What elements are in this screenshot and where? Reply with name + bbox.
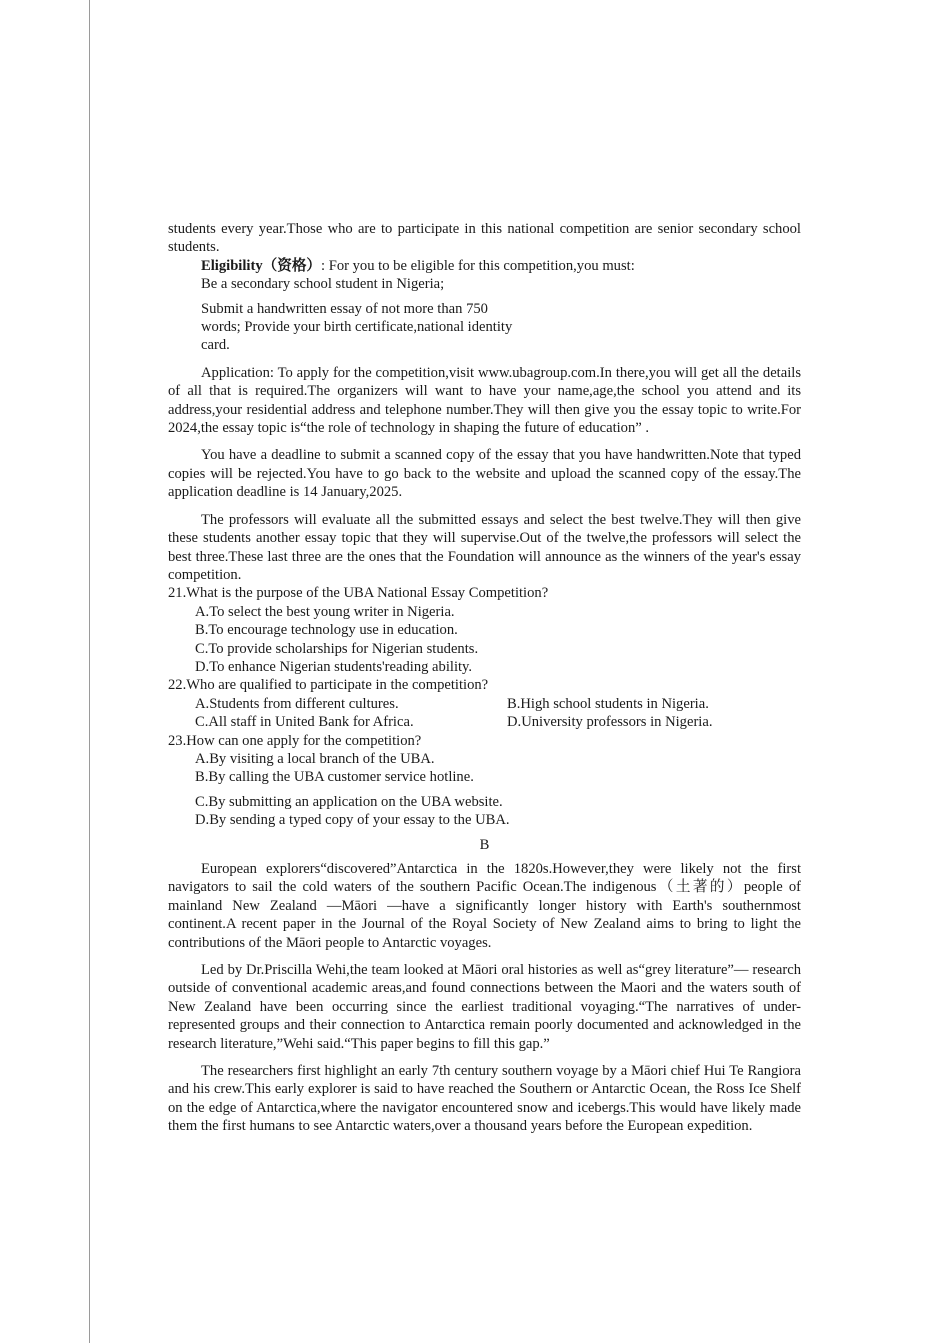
passage-b-paragraph: European explorers“discovered”Antarctica in the 1820s.However,they were likely not the first navigators to sail the cold waters of the southern Pacific Ocean.The indigenous（土著的）people of mainland New Zealand —Māori —have a significantly longer history with Earth's southernmost continent.A recent paper in the Journal of the Royal Society of New Zealand aims to bring to light the contributions of the Māori people to Antarctic voyages. <box>168 861 801 951</box>
option-c: C.By submitting an application on the UBA website. <box>195 793 503 810</box>
question-23 <box>168 732 801 830</box>
option-b: B.By calling the UBA customer service hotline. <box>195 769 474 786</box>
option-d: D.University professors in Nigeria. <box>507 714 713 731</box>
eligibility-item: words; Provide your birth certificate,national identity <box>201 319 513 336</box>
eligibility-text: : For you to be eligible for this competition,you must: <box>321 257 635 274</box>
passage-b-paragraph: The researchers first highlight an early 7th century southern voyage by a Māori chief Hui Te Rangiora and his crew.This early explorer is said to have reached the Southern or Antarctic Ocean, the Ross Ice Shelf on the edge of Antarctica,where the navigator encountered snow and icebergs.This would have likely made them the first humans to see Antarctic waters,over a thousand years before the European expedition. <box>168 1063 801 1135</box>
option-b: B.To encourage technology use in education. <box>195 622 458 639</box>
eligibility-label: Eligibility（资格） <box>201 257 322 274</box>
question-stem: 23.How can one apply for the competition? <box>168 732 422 749</box>
evaluation-paragraph: The professors will evaluate all the submitted essays and select the best twelve.They will then give these students another essay topic that they will supervise.Out of the twelve,the professors will select the best three.These last three are the ones that the Foundation will announce as the winners of the year's essay competition. <box>168 511 801 583</box>
application-paragraph: Application: To apply for the competition,visit www.ubagroup.com.In there,you will get all the details of all that is required.The organizers will want to have your name,age,the school you attend and its address,your residential address and telephone number.They will then give you the essay topic to write.For 2024,the essay topic is“the role of technology in shaping the future of education” . <box>168 364 801 437</box>
eligibility-section <box>168 257 801 355</box>
passage-b-heading: B <box>479 836 490 853</box>
exam-page <box>168 220 801 1136</box>
option-d: D.By sending a typed copy of your essay to the UBA. <box>195 812 510 829</box>
question-stem: 22.Who are qualified to participate in the competition? <box>168 677 489 694</box>
eligibility-item: card. <box>201 337 230 354</box>
passage-b-paragraph: Led by Dr.Priscilla Wehi,the team looked at Māori oral histories as well as“grey literature”— research outside of conventional academic areas,and found connections between the Maori and the waters south of New Zealand have been occurring since the earliest traditional voyaging.“The narratives of under-represented groups and their connection to Antarctica remain poorly documented and acknowledged in the research literature,”Wehi said.“This paper begins to fill this gap.” <box>168 962 801 1052</box>
option-a: A.Students from different cultures. <box>195 695 399 712</box>
question-22 <box>168 676 801 731</box>
eligibility-item: Be a secondary school student in Nigeria; <box>201 276 445 293</box>
option-a: A.By visiting a local branch of the UBA. <box>195 750 435 767</box>
eligibility-item: Submit a handwritten essay of not more than 750 <box>201 300 488 317</box>
page-margin-line <box>89 0 90 1343</box>
question-21 <box>168 584 801 676</box>
deadline-paragraph: You have a deadline to submit a scanned copy of the essay that you have handwritten.Note that typed copies will be rejected.You have to go back to the website and upload the scanned copy of the essay.The application deadline is 14 January,2025. <box>168 447 801 501</box>
question-stem: 21.What is the purpose of the UBA National Essay Competition? <box>168 585 549 602</box>
option-c: C.To provide scholarships for Nigerian students. <box>195 640 479 657</box>
option-a: A.To select the best young writer in Nigeria. <box>195 603 455 620</box>
option-b: B.High school students in Nigeria. <box>507 695 709 712</box>
option-d: D.To enhance Nigerian students'reading ability. <box>195 658 473 675</box>
passage-a-intro: students every year.Those who are to participate in this national competition are senior secondary school students. <box>168 221 801 256</box>
option-c: C.All staff in United Bank for Africa. <box>195 714 414 731</box>
